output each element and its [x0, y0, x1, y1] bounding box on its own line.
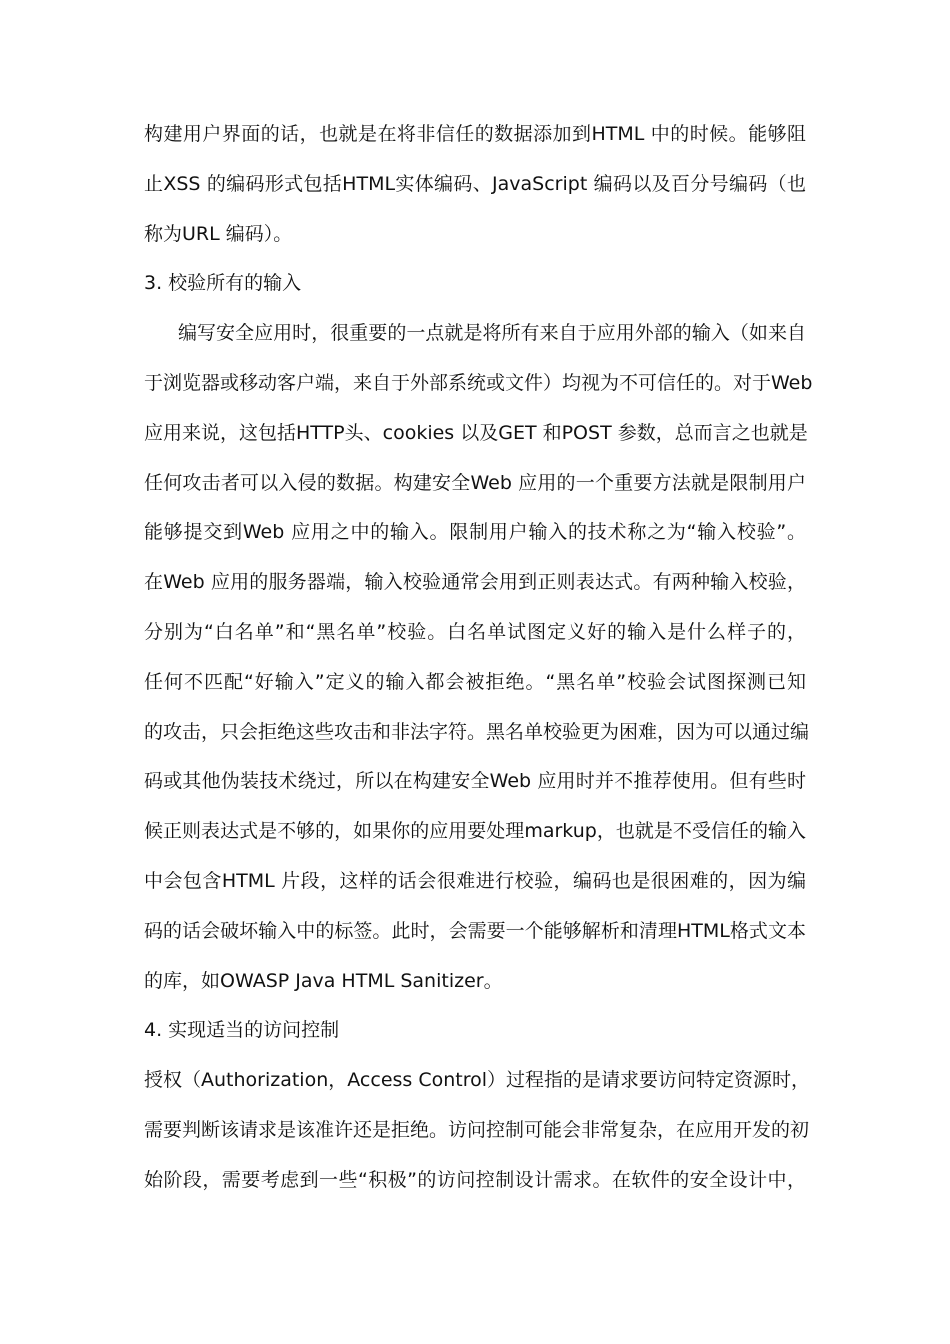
section-heading: 3. 校验所有的输入 [144, 272, 302, 295]
paragraph-line: 于浏览器或移动客户端，来自于外部系统或文件）均视为不可信任的。对于Web [144, 371, 813, 394]
paragraph-line: 的库，如OWASP Java HTML Sanitizer。 [144, 969, 503, 992]
paragraph-line: 需要判断该请求是该准许还是拒绝。访问控制可能会非常复杂，在应用开发的初 [144, 1118, 810, 1141]
paragraph-line: 在Web 应用的服务器端，输入校验通常会用到正则表达式。有两种输入校验， [144, 571, 806, 594]
paragraph-line: 止XSS 的编码形式包括HTML实体编码、JavaScript 编码以及百分号编码（也 [144, 172, 806, 195]
paragraph-line: 编写安全应用时，很重要的一点就是将所有来自于应用外部的输入（如来自 [178, 322, 806, 345]
paragraph-line: 候正则表达式是不够的，如果你的应用要处理markup，也就是不受信任的输入 [144, 820, 806, 843]
paragraph-line: 能够提交到Web 应用之中的输入。限制用户输入的技术称之为“输入校验”。 [144, 521, 806, 544]
paragraph-line: 称为URL 编码）。 [144, 222, 293, 245]
paragraph-line: 码的话会破坏输入中的标签。此时，会需要一个能够解析和清理HTML格式文本 [144, 919, 806, 942]
paragraph-line: 中会包含HTML 片段，这样的话会很难进行校验，编码也是很困难的，因为编 [144, 869, 806, 892]
paragraph-line: 分别为“白名单”和“黑名单”校验。白名单试图定义好的输入是什么样子的， [144, 620, 806, 643]
section-heading: 4. 实现适当的访问控制 [144, 1019, 340, 1042]
paragraph-line: 任何攻击者可以入侵的数据。构建安全Web 应用的一个重要方法就是限制用户 [144, 471, 806, 494]
paragraph-line: 码或其他伪装技术绕过，所以在构建安全Web 应用时并不推荐使用。但有些时 [144, 770, 806, 793]
paragraph-line: 的攻击，只会拒绝这些攻击和非法字符。黑名单校验更为困难，因为可以通过编 [144, 720, 810, 743]
paragraph-line: 构建用户界面的话，也就是在将非信任的数据添加到HTML 中的时候。能够阻 [144, 123, 806, 145]
paragraph-line: 授权（Authorization，Access Control）过程指的是请求要访问特定资源时， [144, 1069, 811, 1092]
paragraph-line: 始阶段，需要考虑到一些“积极”的访问控制设计需求。在软件的安全设计中， [144, 1168, 806, 1191]
paragraph-line: 应用来说，这包括HTTP头、cookies 以及GET 和POST 参数，总而言之也就是 [144, 421, 808, 444]
paragraph-line: 任何不匹配“好输入”定义的输入都会被拒绝。“黑名单”校验会试图探测已知 [144, 670, 806, 693]
